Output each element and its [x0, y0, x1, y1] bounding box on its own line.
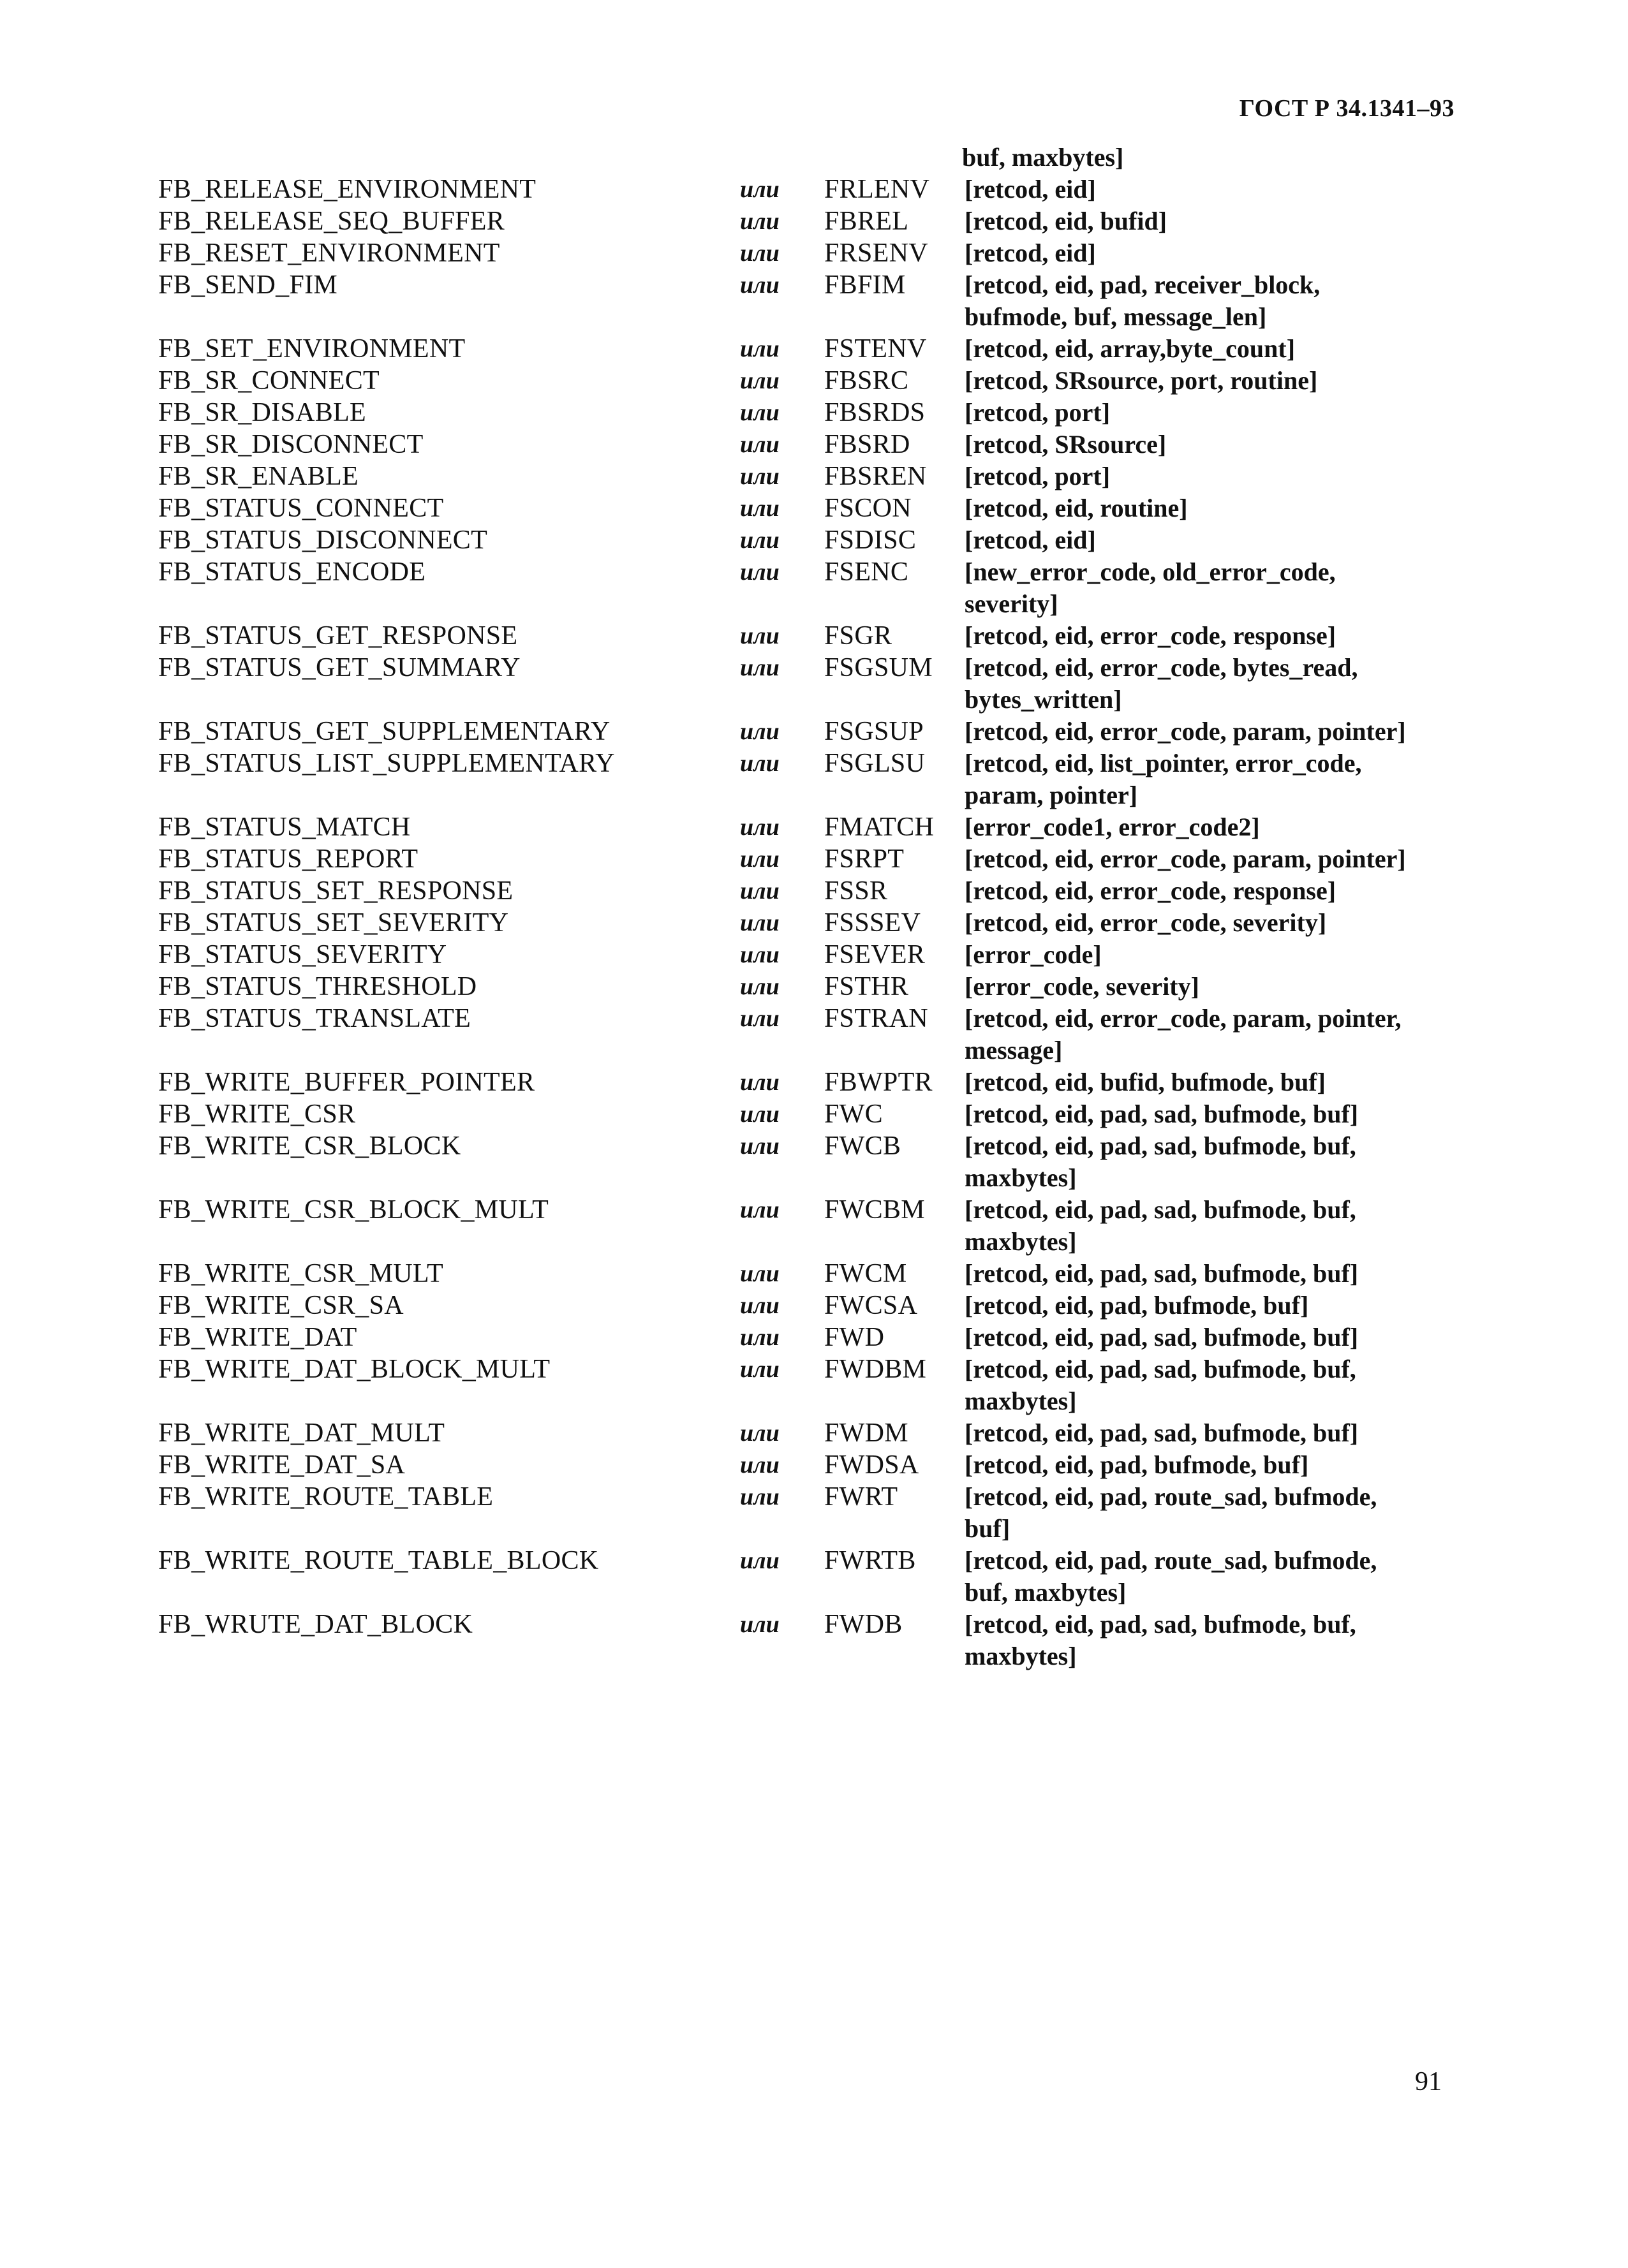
- function-row: [0, 460, 1628, 492]
- function-arguments: [retcod, eid, pad, sad, bufmode, buf, maxbytes]: [965, 1195, 1356, 1256]
- function-arguments: [retcod, eid, array,byte_count]: [965, 334, 1296, 363]
- function-abbreviation: FBSRDS: [824, 398, 926, 427]
- function-row: [0, 1066, 1628, 1098]
- function-arguments: [error_code1, error_code2]: [965, 813, 1260, 841]
- function-name: FB_STATUS_MATCH: [158, 813, 411, 842]
- function-arguments: [retcod, eid, error_code, response]: [965, 621, 1336, 650]
- function-arguments: [error_code, severity]: [965, 972, 1199, 1001]
- function-abbreviation: FBWPTR: [824, 1068, 933, 1097]
- function-name: FB_RESET_ENVIRONMENT: [158, 239, 500, 268]
- function-row: [0, 875, 1628, 907]
- function-arguments: [retcod, eid, error_code, param, pointer, message]: [965, 1004, 1402, 1064]
- function-name: FB_RELEASE_ENVIRONMENT: [158, 175, 536, 204]
- function-row: [0, 205, 1628, 237]
- function-abbreviation: FWDB: [824, 1610, 903, 1639]
- function-arguments: [retcod, eid, pad, sad, bufmode, buf, maxbytes]: [965, 1355, 1356, 1415]
- function-arguments: [retcod, port]: [965, 398, 1111, 427]
- function-row: [0, 1322, 1628, 1353]
- or-word: или: [740, 399, 780, 426]
- function-row: [0, 333, 1628, 365]
- or-word: или: [740, 208, 780, 235]
- function-abbreviation: FRSENV: [824, 239, 928, 268]
- function-row: [0, 237, 1628, 269]
- function-arguments: [retcod, eid, bufid]: [965, 207, 1167, 235]
- function-abbreviation: FSTHR: [824, 972, 909, 1001]
- function-abbreviation: FBSREN: [824, 462, 927, 491]
- function-name: FB_STATUS_THRESHOLD: [158, 972, 477, 1001]
- or-word: или: [740, 1420, 780, 1447]
- or-word: или: [740, 431, 780, 458]
- function-abbreviation: FSGLSU: [824, 749, 926, 778]
- function-arguments: [retcod, eid, pad, route_sad, bufmode, buf, maxbytes]: [965, 1546, 1377, 1607]
- or-word: или: [740, 272, 780, 298]
- function-row: [0, 269, 1628, 333]
- function-row: [0, 1449, 1628, 1481]
- function-name: FB_WRITE_DAT_SA: [158, 1450, 406, 1480]
- function-row: [0, 1417, 1628, 1449]
- function-row: [0, 1545, 1628, 1609]
- function-arguments: [new_error_code, old_error_code, severity]: [965, 557, 1336, 618]
- function-abbreviation: FBSRD: [824, 430, 910, 459]
- or-word: или: [740, 1197, 780, 1223]
- function-row: [0, 1290, 1628, 1322]
- function-name: FB_SR_ENABLE: [158, 462, 359, 491]
- function-arguments: [retcod, eid, error_code, severity]: [965, 908, 1327, 937]
- function-row: [0, 1353, 1628, 1417]
- function-abbreviation: FSRPT: [824, 844, 905, 874]
- function-abbreviation: FSDISC: [824, 526, 917, 555]
- or-word: или: [740, 909, 780, 936]
- function-name: FB_SET_ENVIRONMENT: [158, 334, 466, 364]
- function-abbreviation: FSTRAN: [824, 1004, 928, 1033]
- function-arguments: [retcod, eid, pad, sad, bufmode, buf, maxbytes]: [965, 1131, 1356, 1192]
- or-word: или: [740, 559, 780, 585]
- function-name: FB_STATUS_DISCONNECT: [158, 526, 488, 555]
- function-arguments: [retcod, eid, pad, receiver_block, bufmode, buf, message_len]: [965, 270, 1321, 331]
- function-row: [0, 971, 1628, 1003]
- or-word: или: [740, 1133, 780, 1160]
- function-arguments: [retcod, SRsource, port, routine]: [965, 366, 1318, 395]
- function-arguments: [retcod, eid, error_code, bytes_read, bytes_written]: [965, 653, 1358, 714]
- function-row: [0, 492, 1628, 524]
- function-row: [0, 907, 1628, 939]
- function-row: [0, 620, 1628, 652]
- or-word: или: [740, 463, 780, 490]
- function-row: [0, 1258, 1628, 1290]
- function-name: FB_STATUS_ENCODE: [158, 557, 426, 587]
- function-abbreviation: FWDSA: [824, 1450, 919, 1480]
- function-name: FB_WRITE_CSR_MULT: [158, 1259, 443, 1288]
- or-word: или: [740, 1547, 780, 1574]
- function-abbreviation: FBSRC: [824, 366, 909, 395]
- function-arguments: [retcod, eid, error_code, param, pointer]: [965, 844, 1406, 873]
- function-row: [0, 1609, 1628, 1672]
- function-arguments: [retcod, eid, error_code, response]: [965, 876, 1336, 905]
- function-row: [0, 1130, 1628, 1194]
- function-row: [0, 747, 1628, 811]
- function-abbreviation: FWDM: [824, 1418, 908, 1448]
- function-name: FB_SEND_FIM: [158, 270, 338, 300]
- function-arguments: [retcod, eid, pad, route_sad, bufmode, buf]: [965, 1482, 1377, 1543]
- function-arguments: [retcod, eid, pad, bufmode, buf]: [965, 1450, 1309, 1479]
- function-abbreviation: FWCB: [824, 1131, 901, 1161]
- function-arguments: [retcod, eid, error_code, param, pointer]: [965, 717, 1406, 746]
- function-arguments: [retcod, eid, bufid, bufmode, buf]: [965, 1068, 1326, 1096]
- function-abbreviation: FSENC: [824, 557, 909, 587]
- or-word: или: [740, 718, 780, 745]
- function-arguments: [retcod, port]: [965, 462, 1111, 490]
- function-name: FB_SR_DISCONNECT: [158, 430, 424, 459]
- function-row: [0, 397, 1628, 429]
- function-row: [0, 1003, 1628, 1066]
- function-name: FB_STATUS_SEVERITY: [158, 940, 447, 969]
- continued-arguments: buf, maxbytes]: [962, 143, 1124, 172]
- function-arguments: [retcod, SRsource]: [965, 430, 1167, 459]
- function-arguments: [retcod, eid, pad, sad, bufmode, buf, maxbytes]: [965, 1610, 1356, 1670]
- or-word: или: [740, 622, 780, 649]
- or-word: или: [740, 814, 780, 841]
- function-row: [0, 716, 1628, 747]
- function-arguments: [retcod, eid, routine]: [965, 494, 1188, 522]
- or-word: или: [740, 527, 780, 554]
- function-arguments: [retcod, eid]: [965, 526, 1096, 554]
- or-word: или: [740, 654, 780, 681]
- function-arguments: [retcod, eid, pad, sad, bufmode, buf]: [965, 1259, 1359, 1288]
- function-name: FB_WRITE_CSR_SA: [158, 1291, 404, 1320]
- page-number: 91: [1415, 2067, 1442, 2096]
- function-arguments: [retcod, eid, list_pointer, error_code, param, pointer]: [965, 749, 1362, 809]
- function-row: [0, 365, 1628, 397]
- or-word: или: [740, 973, 780, 1000]
- or-word: или: [740, 1260, 780, 1287]
- function-name: FB_SR_DISABLE: [158, 398, 366, 427]
- function-name: FB_STATUS_TRANSLATE: [158, 1004, 471, 1033]
- function-row: [0, 652, 1628, 716]
- or-word: или: [740, 941, 780, 968]
- function-name: FB_WRITE_DAT: [158, 1323, 357, 1352]
- function-abbreviation: FWC: [824, 1100, 883, 1129]
- function-name: FB_WRITE_DAT_BLOCK_MULT: [158, 1355, 551, 1384]
- function-abbreviation: FSCON: [824, 494, 912, 523]
- function-row: [0, 173, 1628, 205]
- function-row: [0, 429, 1628, 460]
- function-abbreviation: FBREL: [824, 207, 909, 236]
- or-word: или: [740, 878, 780, 904]
- function-arguments: [retcod, eid, pad, sad, bufmode, buf]: [965, 1100, 1359, 1128]
- function-name: FB_STATUS_SET_SEVERITY: [158, 908, 509, 938]
- function-name: FB_WRUTE_DAT_BLOCK: [158, 1610, 473, 1639]
- function-abbreviation: FWCBM: [824, 1195, 925, 1225]
- function-arguments: [retcod, eid]: [965, 239, 1096, 267]
- or-word: или: [740, 1611, 780, 1638]
- function-name: FB_STATUS_LIST_SUPPLEMENTARY: [158, 749, 615, 778]
- function-name: FB_WRITE_BUFFER_POINTER: [158, 1068, 535, 1097]
- function-abbreviation: FBFIM: [824, 270, 906, 300]
- function-abbreviation: FWDBM: [824, 1355, 927, 1384]
- function-arguments: [retcod, eid, pad, sad, bufmode, buf]: [965, 1323, 1359, 1351]
- function-row: [0, 556, 1628, 620]
- function-name: FB_WRITE_CSR_BLOCK_MULT: [158, 1195, 549, 1225]
- function-name: FB_STATUS_GET_SUMMARY: [158, 653, 521, 682]
- function-name: FB_WRITE_ROUTE_TABLE: [158, 1482, 494, 1512]
- function-abbreviation: FSGR: [824, 621, 892, 651]
- or-word: или: [740, 335, 780, 362]
- function-abbreviation: FSGSUM: [824, 653, 933, 682]
- function-row: [0, 811, 1628, 843]
- function-name: FB_RELEASE_SEQ_BUFFER: [158, 207, 505, 236]
- or-word: или: [740, 1484, 780, 1510]
- or-word: или: [740, 1356, 780, 1383]
- function-abbreviation: FWCSA: [824, 1291, 918, 1320]
- function-name: FB_STATUS_CONNECT: [158, 494, 444, 523]
- function-name: FB_WRITE_CSR: [158, 1100, 356, 1129]
- function-abbreviation: FWD: [824, 1323, 885, 1352]
- function-row: [0, 1481, 1628, 1545]
- standard-header: ГОСТ Р 34.1341–93: [1239, 95, 1454, 122]
- or-word: или: [740, 240, 780, 267]
- function-abbreviation: FWRTB: [824, 1546, 916, 1575]
- function-name: FB_WRITE_CSR_BLOCK: [158, 1131, 461, 1161]
- or-word: или: [740, 846, 780, 873]
- or-word: или: [740, 495, 780, 522]
- or-word: или: [740, 367, 780, 394]
- function-abbreviation: FSGSUP: [824, 717, 924, 746]
- or-word: или: [740, 1452, 780, 1478]
- function-arguments: [retcod, eid, pad, sad, bufmode, buf]: [965, 1418, 1359, 1447]
- function-name: FB_WRITE_DAT_MULT: [158, 1418, 445, 1448]
- function-list: [0, 173, 1628, 1672]
- or-word: или: [740, 1324, 780, 1351]
- function-name: FB_STATUS_REPORT: [158, 844, 418, 874]
- function-name: FB_STATUS_SET_RESPONSE: [158, 876, 514, 906]
- function-row: [0, 939, 1628, 971]
- function-abbreviation: FSEVER: [824, 940, 926, 969]
- or-word: или: [740, 1069, 780, 1096]
- function-name: FB_STATUS_GET_RESPONSE: [158, 621, 518, 651]
- or-word: или: [740, 1292, 780, 1319]
- function-abbreviation: FMATCH: [824, 813, 935, 842]
- function-row: [0, 1098, 1628, 1130]
- function-arguments: [retcod, eid]: [965, 175, 1096, 203]
- or-word: или: [740, 1005, 780, 1032]
- function-arguments: [retcod, eid, pad, bufmode, buf]: [965, 1291, 1309, 1320]
- function-name: FB_WRITE_ROUTE_TABLE_BLOCK: [158, 1546, 599, 1575]
- function-row: [0, 1194, 1628, 1258]
- function-abbreviation: FRLENV: [824, 175, 930, 204]
- function-abbreviation: FSSR: [824, 876, 888, 906]
- function-abbreviation: FSTENV: [824, 334, 927, 364]
- function-name: FB_SR_CONNECT: [158, 366, 380, 395]
- function-abbreviation: FSSSEV: [824, 908, 921, 938]
- or-word: или: [740, 750, 780, 777]
- or-word: или: [740, 176, 780, 203]
- function-row: [0, 843, 1628, 875]
- or-word: или: [740, 1101, 780, 1128]
- function-arguments: [error_code]: [965, 940, 1102, 969]
- function-row: [0, 524, 1628, 556]
- function-name: FB_STATUS_GET_SUPPLEMENTARY: [158, 717, 610, 746]
- function-abbreviation: FWRT: [824, 1482, 898, 1512]
- function-abbreviation: FWCM: [824, 1259, 907, 1288]
